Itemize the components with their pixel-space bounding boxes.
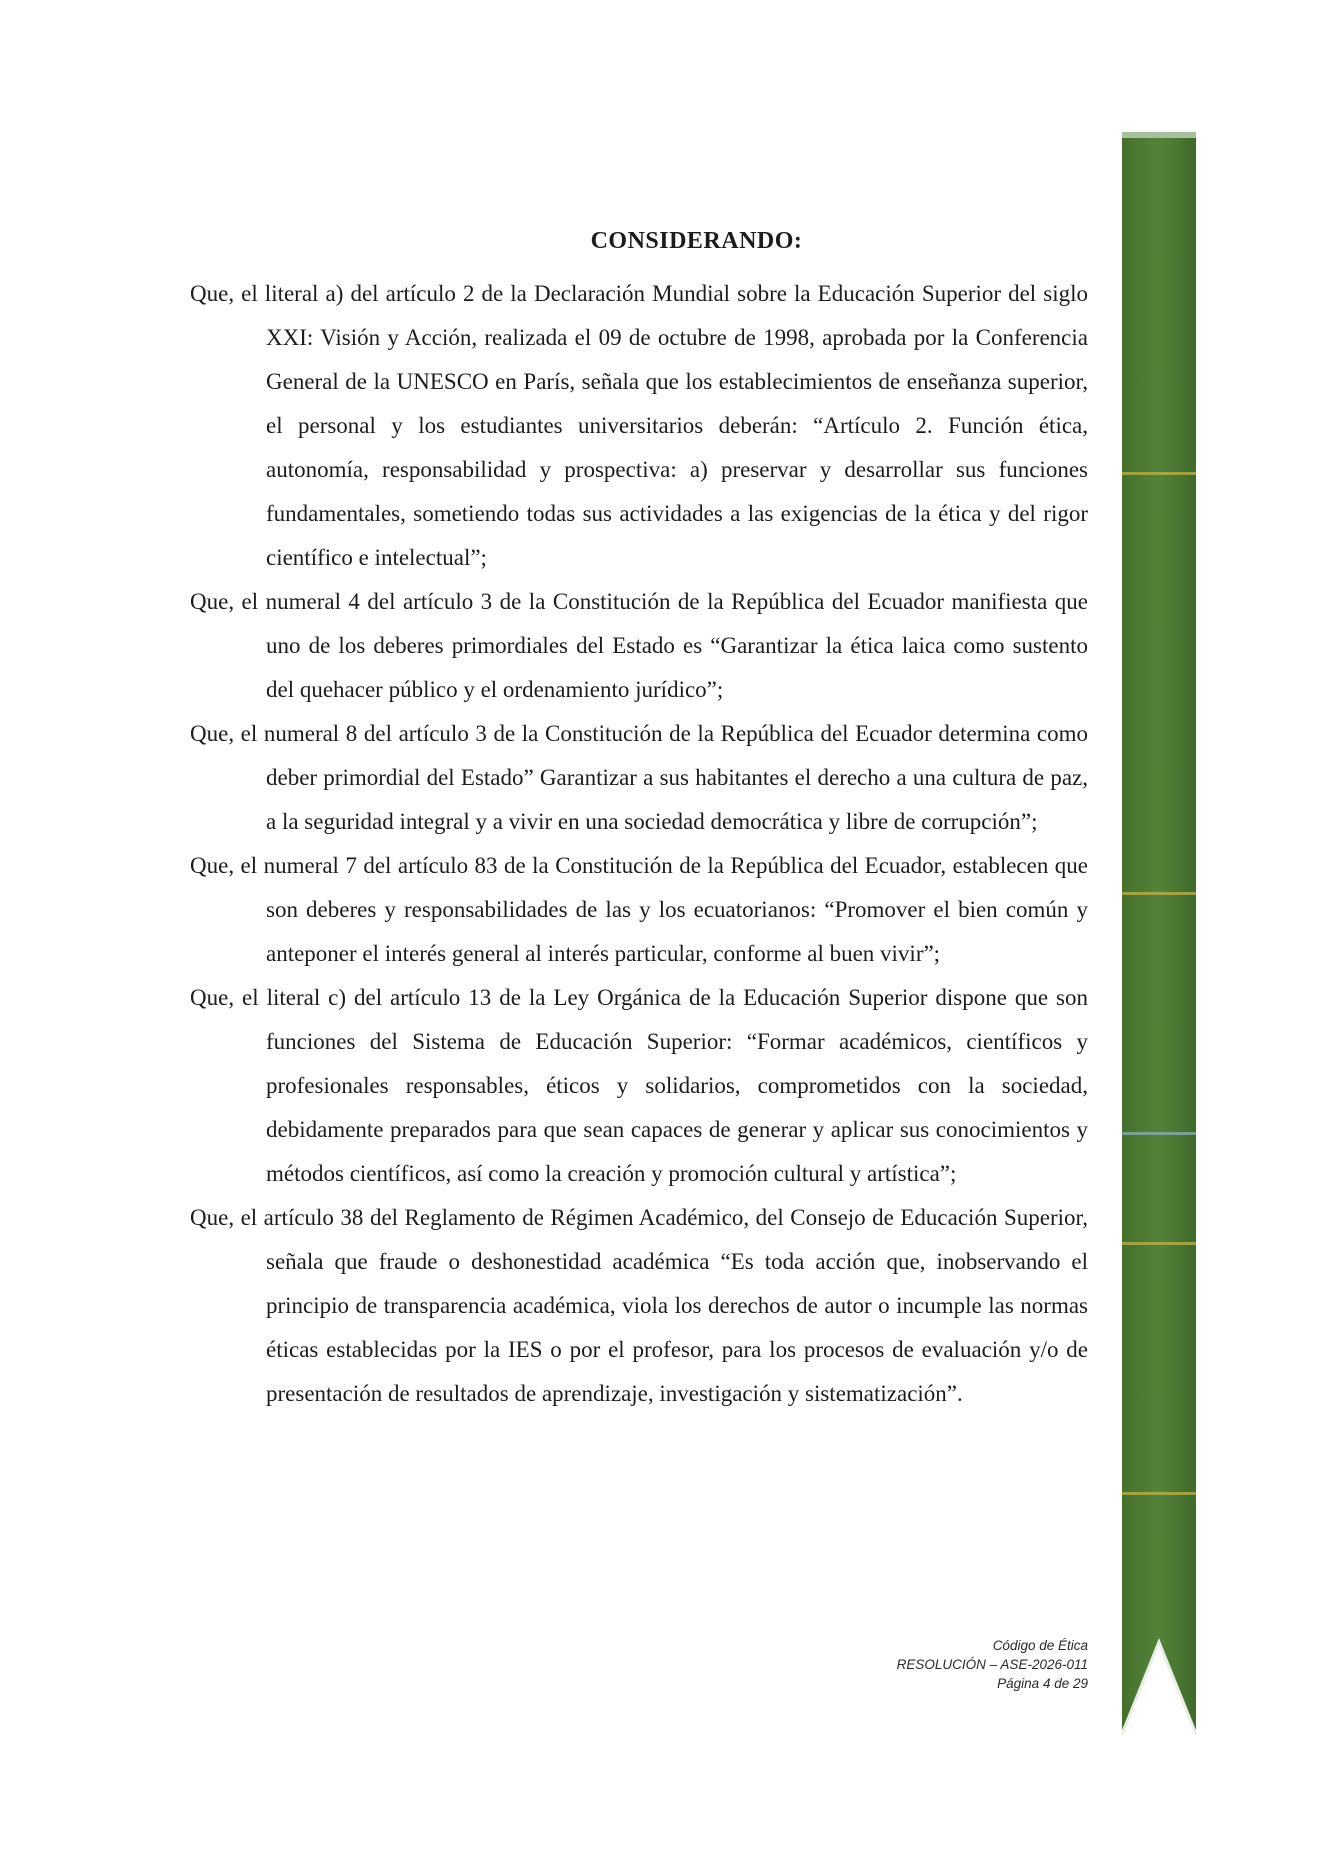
ribbon-stripe bbox=[1122, 1132, 1196, 1135]
whereas-clause-6: Que, el artículo 38 del Reglamento de Régimen Académico, del Consejo de Educación Superior, señala que fraude o deshonestidad académica “Es toda acción que, inobservando el principio de transparencia académica, viola los derechos de autor o incumple las normas éticas establecidas por la IES o por el profesor, para los procesos de evaluación y/o de presentación de resultados de aprendizaje, investigación y sistematización”. bbox=[190, 1205, 1088, 1406]
ribbon-stripe bbox=[1122, 1492, 1196, 1495]
whereas-clause-3: Que, el numeral 8 del artículo 3 de la Constitución de la República del Ecuador determina como deber primordial del Estado” Garantizar a sus habitantes el derecho a una cultura de paz, a la seguridad integral y a vivir en una sociedad democrática y libre de corrupción”; bbox=[190, 721, 1088, 834]
whereas-clause-4: Que, el numeral 7 del artículo 83 de la Constitución de la República del Ecuador, establecen que son deberes y responsabilidades de las y los ecuatorianos: “Promover el bien común y anteponer el interés general al interés particular, conforme al buen vivir”; bbox=[190, 853, 1088, 966]
page-footer bbox=[897, 1636, 1088, 1693]
ribbon-top-edge bbox=[1122, 132, 1196, 138]
footer-document-title: Código de Ética bbox=[992, 1638, 1088, 1653]
footer-resolution: RESOLUCIÓN – ASE-2026-011 bbox=[896, 1657, 1088, 1672]
whereas-clause-5: Que, el literal c) del artículo 13 de la Ley Orgánica de la Educación Superior dispone que son funciones del Sistema de Educación Superior: “Formar académicos, científicos y profesionales responsables, éticos y solidarios, comprometidos con la sociedad, debidamente preparados para que sean capaces de generar y aplicar sus conocimientos y métodos científicos, así como la creación y promoción cultural y artística”; bbox=[190, 985, 1088, 1186]
footer-page-number: Página 4 de 29 bbox=[997, 1676, 1088, 1691]
whereas-clause-1: Que, el literal a) del artículo 2 de la Declaración Mundial sobre la Educación Superior del siglo XXI: Visión y Acción, realizada el 09 de octubre de 1998, aprobada por la Conferencia General de la UNESCO en París, señala que los establecimientos de enseñanza superior, el personal y los estudiantes universitarios deberán: “Artículo 2. Función ética, autonomía, responsabilidad y prospectiva: a) preservar y desarrollar sus funciones fundamentales, sometiendo todas sus actividades a las exigencias de la ética y del rigor científico e intelectual”; bbox=[190, 281, 1088, 570]
section-heading: CONSIDERANDO: bbox=[590, 228, 803, 254]
ribbon-stripe bbox=[1122, 472, 1196, 475]
document-body bbox=[190, 272, 1088, 1416]
ribbon-stripe bbox=[1122, 1242, 1196, 1245]
ribbon-graphic bbox=[1122, 132, 1196, 1734]
ribbon-stripe bbox=[1122, 892, 1196, 895]
decorative-ribbon bbox=[1122, 132, 1196, 1734]
whereas-clause-2: Que, el numeral 4 del artículo 3 de la Constitución de la República del Ecuador manifiesta que uno de los deberes primordiales del Estado es “Garantizar la ética laica como sustento del quehacer público y el ordenamiento jurídico”; bbox=[190, 589, 1088, 702]
